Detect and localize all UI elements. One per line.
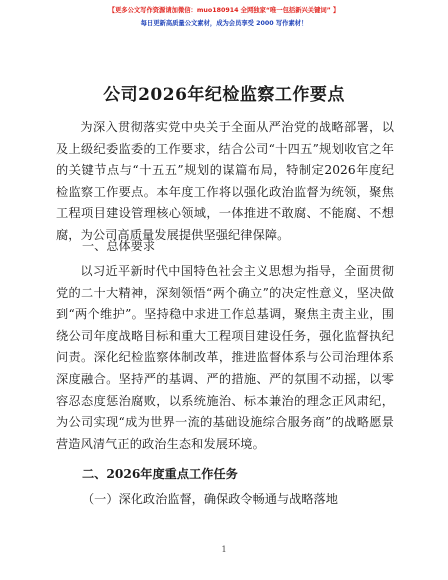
section-2-heading: 二、2026年度重点工作任务 xyxy=(82,467,238,481)
section-2-subheading-1: （一）深化政治监督，确保政令畅通与战略落地 xyxy=(82,492,338,506)
section-1-paragraph: 以习近平新时代中国特色社会主义思想为指导，全面贯彻党的二十大精神，深刻领悟“两个确立”的决定性意义，坚决做到“两个维护”。坚持稳中求进工作总基调，聚焦主责主业，围绕公司年度战略目标和重大工程项目建设任务，强化监督执纪问责。深化纪检监察体制改革，推进监督体系与公司治理体系深度融合。坚持严的基调、严的措施、严的氛围不动摇，以零容忍态度惩治腐败，以系统施治、标本兼治的理念正风肃纪，为公司实现“成为世界一流的基础设施综合服务商”的战略愿景营造风清气正的政治生态和发展环境。 xyxy=(56,264,394,451)
promo-banner-line-2: 每日更新高质量公文素材，成为会员享受 2000 写作素材！ xyxy=(140,20,308,27)
page-number: 1 xyxy=(221,545,227,554)
promo-banner-line-1: 【更多公文写作资源请加微信：muo180914 全网独家“唯一包括新兴关键词” 】 xyxy=(108,7,340,14)
document-title: 公司2026年纪检监察工作要点 xyxy=(103,85,345,105)
section-1-heading: 一、总体要求 xyxy=(82,239,156,253)
intro-paragraph: 为深入贯彻落实党中央关于全面从严治党的战略部署，以及上级纪委监委的工作要求，结合公司“十四五”规划收官之年的关键节点与“十五五”规划的谋篇布局，特制定2026年度纪检监察工作要点。本年度工作将以强化政治监督为统领，聚焦工程项目建设管理核心领域，一体推进不敢腐、不能腐、不想腐，为公司高质量发展提供坚强纪律保障。 xyxy=(56,120,394,242)
